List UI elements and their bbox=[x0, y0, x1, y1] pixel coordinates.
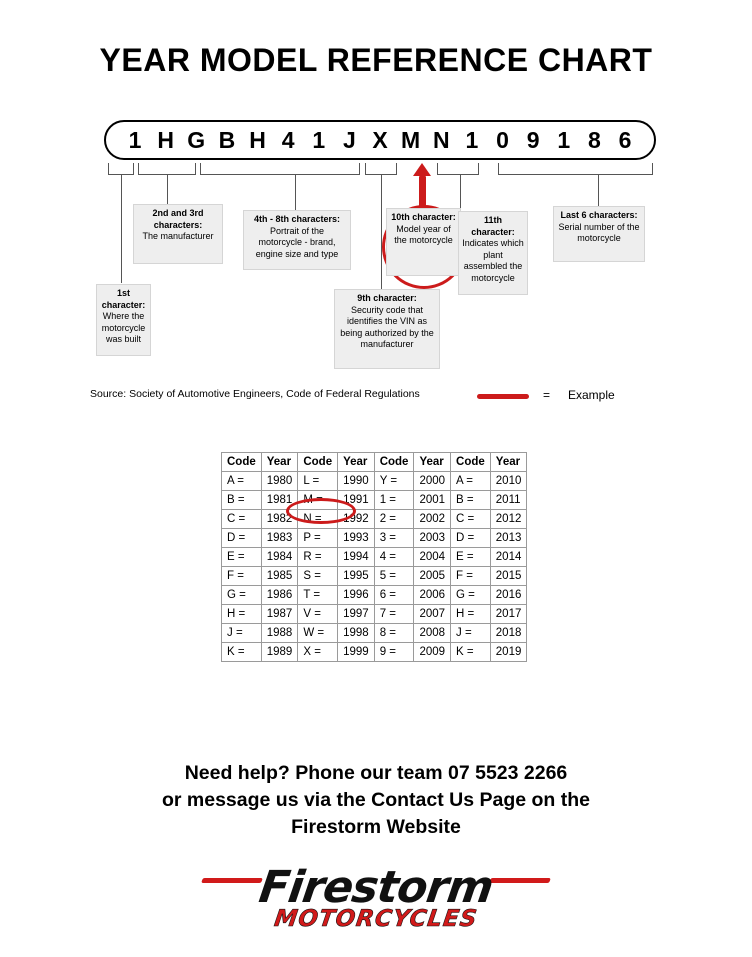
table-cell: 1994 bbox=[338, 548, 375, 567]
table-cell: D = bbox=[451, 529, 491, 548]
table-cell-highlighted: M = bbox=[298, 491, 338, 510]
table-cell: X = bbox=[298, 643, 338, 662]
table-cell: 2002 bbox=[414, 510, 451, 529]
table-header-row bbox=[222, 453, 527, 472]
table-cell: B = bbox=[451, 491, 491, 510]
logo-word-firestorm: Firestorm bbox=[256, 862, 496, 913]
table-cell: G = bbox=[222, 586, 262, 605]
table-cell: 2013 bbox=[490, 529, 527, 548]
table-cell: 2008 bbox=[414, 624, 451, 643]
table-cell: F = bbox=[222, 567, 262, 586]
table-row bbox=[222, 472, 527, 491]
table-cell: W = bbox=[298, 624, 338, 643]
bracket-char1 bbox=[108, 163, 134, 175]
bracket-char4-8 bbox=[200, 163, 360, 175]
table-cell: 5 = bbox=[374, 567, 414, 586]
table-cell: Y = bbox=[374, 472, 414, 491]
table-cell: B = bbox=[222, 491, 262, 510]
table-cell: 2 = bbox=[374, 510, 414, 529]
table-cell: 2009 bbox=[414, 643, 451, 662]
callout-char4-8-body: Portrait of the motorcycle - brand, engine size and type bbox=[255, 225, 339, 259]
table-header-cell: Code bbox=[374, 453, 414, 472]
callout-char1-heading: 1st character: bbox=[101, 288, 146, 310]
callout-char12-17-body: Serial number of the motorcycle bbox=[558, 221, 640, 243]
table-cell: 1981 bbox=[261, 491, 298, 510]
callout-char9-heading: 9th character: bbox=[357, 293, 417, 303]
vin-char-model-year: M bbox=[401, 127, 421, 153]
table-row bbox=[222, 510, 527, 529]
table-cell: J = bbox=[222, 624, 262, 643]
table-cell: E = bbox=[222, 548, 262, 567]
callout-char11-heading: 11th character: bbox=[471, 215, 515, 237]
table-header-cell: Code bbox=[451, 453, 491, 472]
firestorm-logo bbox=[196, 862, 556, 940]
table-row bbox=[222, 548, 527, 567]
callout-char1 bbox=[96, 284, 151, 356]
vin-char: H bbox=[249, 127, 266, 153]
table-cell: 1982 bbox=[261, 510, 298, 529]
table-header-cell: Year bbox=[414, 453, 451, 472]
table-cell: V = bbox=[298, 605, 338, 624]
table-cell: N = bbox=[298, 510, 338, 529]
table-cell: D = bbox=[222, 529, 262, 548]
table-cell: 2011 bbox=[490, 491, 527, 510]
table-cell: K = bbox=[222, 643, 262, 662]
table-cell: 1998 bbox=[338, 624, 375, 643]
table-cell: L = bbox=[298, 472, 338, 491]
example-legend-label: Example bbox=[568, 388, 615, 402]
table-row bbox=[222, 643, 527, 662]
help-line-1: Need help? Phone our team 07 5523 2266 bbox=[184, 762, 568, 784]
callout-char9-body: Security code that identifies the VIN as being authorized by the manufacturer bbox=[340, 304, 434, 349]
vin-char: J bbox=[342, 127, 356, 153]
table-header-cell: Code bbox=[222, 453, 262, 472]
bracket-char11 bbox=[437, 163, 479, 175]
table-highlight-ellipse bbox=[286, 498, 356, 524]
table-header-cell: Code bbox=[298, 453, 338, 472]
table-header-cell: Year bbox=[338, 453, 375, 472]
vin-char: 8 bbox=[587, 127, 601, 153]
vin-char: 6 bbox=[618, 127, 632, 153]
vin-capsule bbox=[104, 120, 656, 160]
table-cell: J = bbox=[451, 624, 491, 643]
table-cell: 1 = bbox=[374, 491, 414, 510]
table-cell: T = bbox=[298, 586, 338, 605]
source-note: Source: Society of Automotive Engineers, Code of Federal Regulations bbox=[90, 388, 420, 400]
bracket-char2-3 bbox=[138, 163, 196, 175]
bracket-char12-17 bbox=[498, 163, 653, 175]
table-cell: 1985 bbox=[261, 567, 298, 586]
logo-word-motorcycles: MOTORCYCLES bbox=[272, 906, 480, 932]
year-code-table bbox=[221, 452, 527, 662]
table-cell: 2006 bbox=[414, 586, 451, 605]
leader-char2-3 bbox=[167, 175, 168, 204]
vin-char: 1 bbox=[128, 127, 142, 153]
example-legend-equals: = bbox=[543, 388, 551, 402]
callout-char4-8 bbox=[243, 210, 351, 270]
help-line-2: or message us via the Contact Us Page on the bbox=[161, 789, 591, 811]
table-cell: 4 = bbox=[374, 548, 414, 567]
bracket-char9 bbox=[365, 163, 397, 175]
table-cell: 1992 bbox=[338, 510, 375, 529]
table-cell: 1997 bbox=[338, 605, 375, 624]
callout-char11-body: Indicates which plant assembled the motorcycle bbox=[462, 238, 524, 283]
table-cell: H = bbox=[222, 605, 262, 624]
vin-char: 1 bbox=[557, 127, 571, 153]
leader-char11 bbox=[460, 175, 461, 211]
callout-char11 bbox=[458, 211, 528, 295]
table-cell: 2001 bbox=[414, 491, 451, 510]
model-year-arrow-head bbox=[413, 163, 431, 176]
table-cell: 2018 bbox=[490, 624, 527, 643]
leader-char9 bbox=[381, 175, 382, 289]
table-cell: 2010 bbox=[490, 472, 527, 491]
table-cell: 9 = bbox=[374, 643, 414, 662]
table-cell: P = bbox=[298, 529, 338, 548]
table-cell: 2003 bbox=[414, 529, 451, 548]
table-cell: A = bbox=[222, 472, 262, 491]
callout-char12-17-heading: Last 6 characters: bbox=[560, 210, 638, 220]
table-cell: 2007 bbox=[414, 605, 451, 624]
table-cell: 1987 bbox=[261, 605, 298, 624]
table-cell: 1984 bbox=[261, 548, 298, 567]
table-cell: 2004 bbox=[414, 548, 451, 567]
table-cell: 1999 bbox=[338, 643, 375, 662]
vin-char: N bbox=[432, 127, 450, 153]
table-cell: 1995 bbox=[338, 567, 375, 586]
table-cell: 1988 bbox=[261, 624, 298, 643]
vin-char: X bbox=[372, 127, 388, 153]
callout-char12-17 bbox=[553, 206, 645, 262]
table-cell: 2019 bbox=[490, 643, 527, 662]
leader-char4-8 bbox=[295, 175, 296, 210]
help-line-3: Firestorm Website bbox=[291, 816, 461, 838]
table-cell: R = bbox=[298, 548, 338, 567]
table-cell: 2015 bbox=[490, 567, 527, 586]
table-cell: 7 = bbox=[374, 605, 414, 624]
table-cell: G = bbox=[451, 586, 491, 605]
table-cell: 2000 bbox=[414, 472, 451, 491]
callout-char10-body: Model year of the motorcycle bbox=[394, 223, 453, 245]
table-cell: 2012 bbox=[490, 510, 527, 529]
vin-char: 0 bbox=[496, 127, 509, 153]
table-cell: 1996 bbox=[338, 586, 375, 605]
vin-char: 1 bbox=[312, 127, 326, 153]
table-cell: S = bbox=[298, 567, 338, 586]
table-cell: 8 = bbox=[374, 624, 414, 643]
vin-char: G bbox=[187, 127, 206, 153]
table-cell: 2005 bbox=[414, 567, 451, 586]
callout-char4-8-heading: 4th - 8th characters: bbox=[253, 214, 341, 224]
table-cell: A = bbox=[451, 472, 491, 491]
table-cell: 2014 bbox=[490, 548, 527, 567]
table-cell: 1990 bbox=[338, 472, 375, 491]
example-legend-swatch bbox=[477, 394, 529, 399]
callout-char2-3 bbox=[133, 204, 223, 264]
table-cell: 2016 bbox=[490, 586, 527, 605]
callout-char2-3-body: The manufacturer bbox=[142, 231, 214, 241]
table-row bbox=[222, 529, 527, 548]
table-cell-highlighted: 1991 bbox=[338, 491, 375, 510]
vin-char: 1 bbox=[465, 127, 479, 153]
callout-char9 bbox=[334, 289, 440, 369]
vin-char: 4 bbox=[281, 127, 295, 153]
table-header-cell: Year bbox=[261, 453, 298, 472]
table-cell: 1989 bbox=[261, 643, 298, 662]
table-cell: 1993 bbox=[338, 529, 375, 548]
page-title: YEAR MODEL REFERENCE CHART bbox=[99, 42, 653, 78]
table-cell: K = bbox=[451, 643, 491, 662]
table-row bbox=[222, 491, 527, 510]
table-cell: 1986 bbox=[261, 586, 298, 605]
table-cell: 6 = bbox=[374, 586, 414, 605]
callout-char1-body: Where the motorcycle was built bbox=[101, 311, 146, 344]
table-cell: 1983 bbox=[261, 529, 298, 548]
table-header-cell: Year bbox=[490, 453, 527, 472]
vin-char: H bbox=[157, 127, 174, 153]
table-row bbox=[222, 586, 527, 605]
vin-char: 9 bbox=[526, 127, 540, 153]
table-cell: H = bbox=[451, 605, 491, 624]
callout-char2-3-heading: 2nd and 3rd characters: bbox=[152, 208, 204, 230]
table-cell: E = bbox=[451, 548, 491, 567]
table-cell: 1980 bbox=[261, 472, 298, 491]
vin-char: B bbox=[218, 127, 236, 153]
callout-char10 bbox=[386, 208, 461, 276]
table-row bbox=[222, 605, 527, 624]
table-cell: 3 = bbox=[374, 529, 414, 548]
leader-char1 bbox=[121, 175, 122, 283]
table-row bbox=[222, 624, 527, 643]
leader-char12-17 bbox=[598, 175, 599, 206]
table-cell: 2017 bbox=[490, 605, 527, 624]
table-cell: C = bbox=[222, 510, 262, 529]
table-cell: C = bbox=[451, 510, 491, 529]
table-row bbox=[222, 567, 527, 586]
callout-char10-heading: 10th character: bbox=[391, 212, 456, 222]
table-cell: F = bbox=[451, 567, 491, 586]
